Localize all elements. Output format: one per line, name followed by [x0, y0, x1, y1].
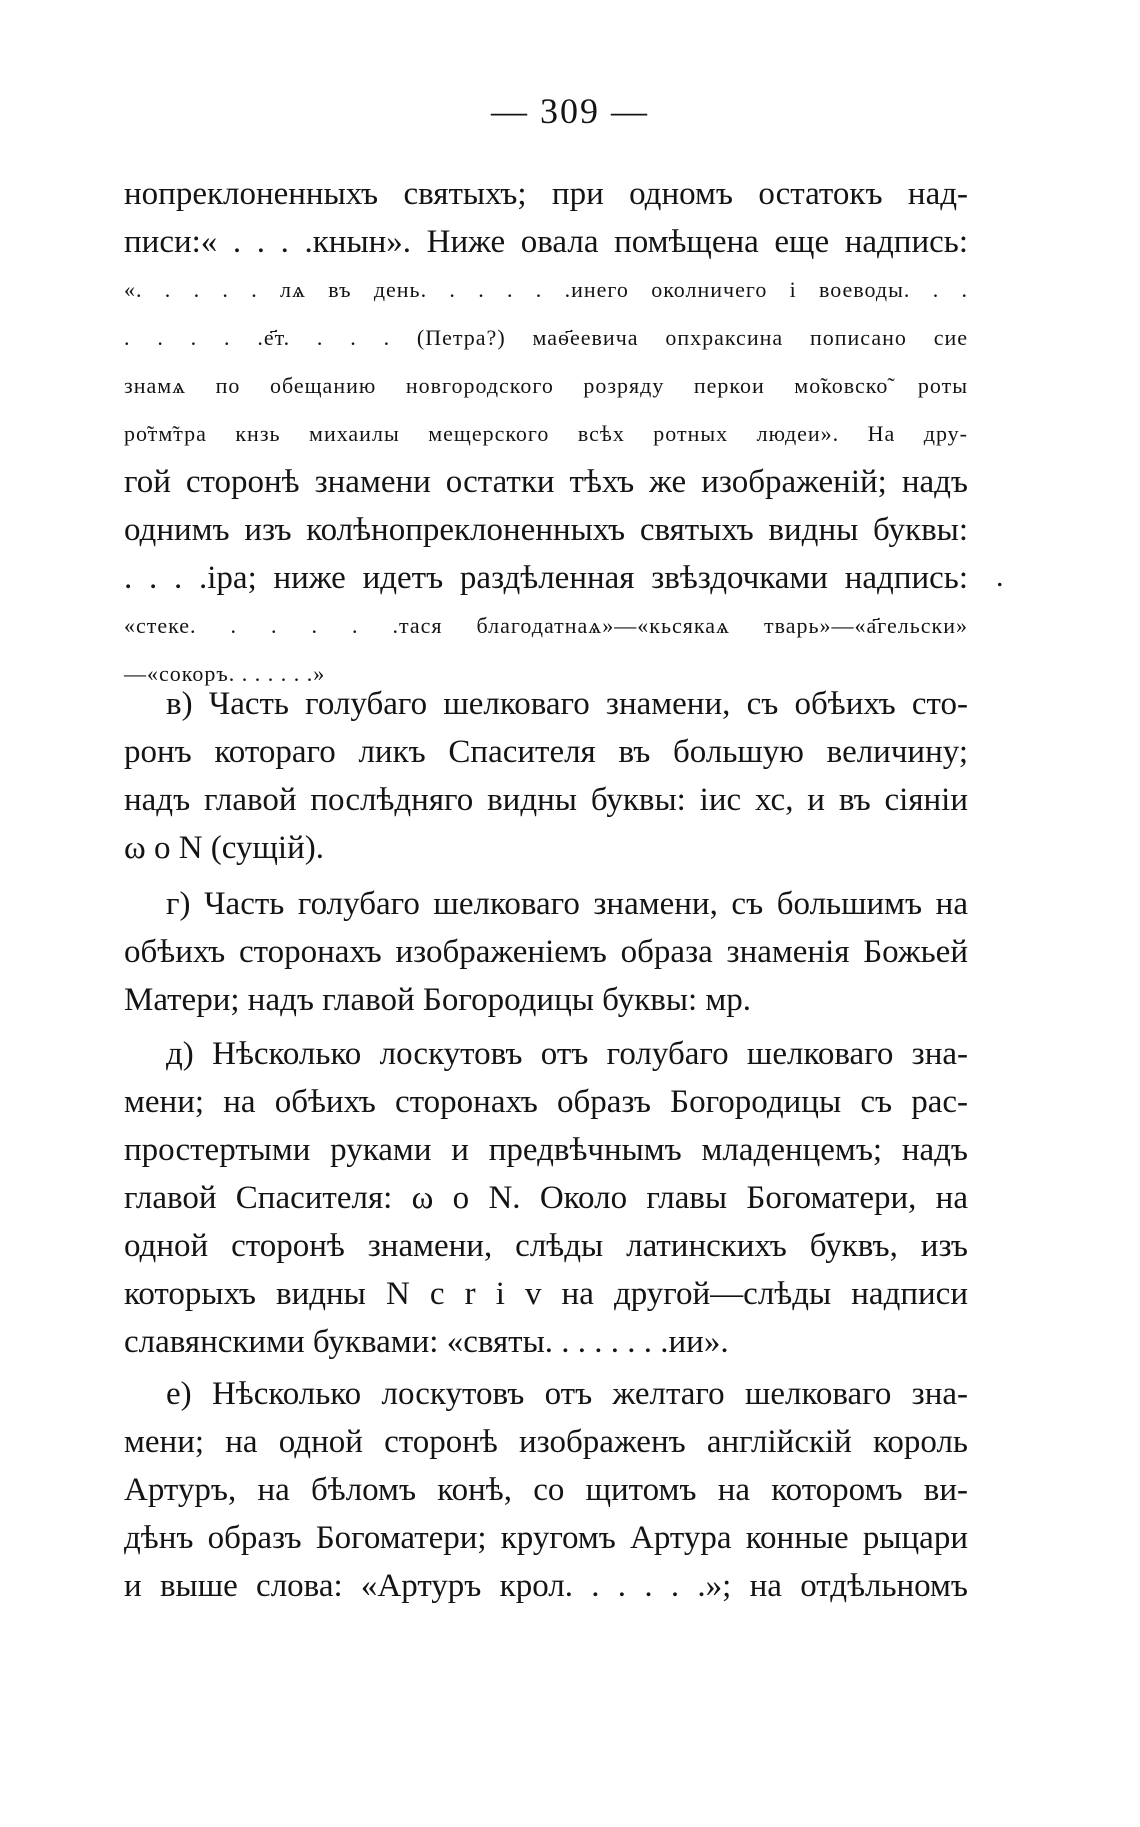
text-line: обѣихъ сторонахъ изображеніемъ образа знаменія Божьей — [124, 934, 968, 970]
paragraph-g — [124, 880, 968, 1024]
paragraph-d — [124, 1030, 968, 1366]
text-line: славянскими буквами: «святы. . . . . . . .ии». — [124, 1324, 729, 1360]
text-line: нопреклоненныхъ святыхъ; при одномъ остатокъ над- — [124, 176, 968, 212]
text-line: ω ο N (сущій). — [124, 830, 324, 866]
text-line: надъ главой послѣдняго видны буквы: іис хс, и въ сіяніи — [124, 782, 968, 818]
old-slavonic-line: знамѧ по обещанию новгородского розряду перкои мо̃ковско̃ роты — [124, 373, 968, 398]
old-slavonic-line: —«сокоръ. . . . . . .» — [124, 661, 326, 686]
text-line: простертыми руками и предвѣчнымъ младенцемъ; надъ — [124, 1132, 968, 1168]
text-line: которыхъ видны N c r i v на другой—слѣды надписи — [124, 1276, 968, 1312]
text-line: однимъ изъ колѣнопреклоненныхъ святыхъ видны буквы: — [124, 512, 968, 548]
old-slavonic-line: ро̃тм̃тра кнзь михаилы мещерского всѣх ротных людеи». На дру- — [124, 421, 968, 446]
text-line: главой Спасителя: ω ο N. Около главы Богоматери, на — [124, 1180, 968, 1216]
text-line: мени; на одной сторонѣ изображенъ англійскій король — [124, 1424, 968, 1460]
text-line: Артуръ, на бѣломъ конѣ, со щитомъ на которомъ ви- — [124, 1472, 968, 1508]
old-slavonic-line: . . . . .е҃т. . . . (Петра?) маѳ҃еевича опхраксина пописано сие — [124, 325, 968, 350]
text-line: Матери; надъ главой Богородицы буквы: мр. — [124, 982, 752, 1018]
text-line: г) Часть голубаго шелковаго знамени, съ большимъ на — [166, 886, 968, 922]
text-line: е) Нѣсколько лоскутовъ отъ желтаго шелковаго зна- — [166, 1376, 968, 1412]
text-line: ронъ котораго ликъ Спасителя въ большую величину; — [124, 734, 968, 770]
text-line: в) Часть голубаго шелковаго знамени, съ обѣихъ сто- — [166, 686, 968, 722]
page-number: — 309 — — [491, 91, 649, 131]
text-line: мени; на обѣихъ сторонахъ образъ Богородицы съ рас- — [124, 1084, 968, 1120]
old-slavonic-line: «. . . . . лѧ въ день. . . . . .инего околничего і воеводы. . . — [124, 277, 968, 302]
old-slavonic-line: «стеке. . . . . .тася благодатнаѧ»—«кьсякаѧ тварь»—«а҃гельски» — [124, 613, 968, 638]
text-line: . . . .іра; ниже идетъ раздѣленная звѣздочками надпись: — [124, 560, 968, 596]
text-line: дѣнъ образъ Богоматери; кругомъ Артура конные рыцари — [124, 1520, 968, 1556]
text-line: писи:« . . . .кнын». Ниже овала помѣщена еще надпись: — [124, 224, 968, 260]
stray-mark: . — [996, 560, 1004, 593]
text-line: д) Нѣсколько лоскутовъ отъ голубаго шелковаго зна- — [166, 1036, 968, 1072]
text-line: гой сторонѣ знамени остатки тѣхъ же изображеній; надъ — [124, 464, 968, 500]
paragraph-e — [124, 1370, 968, 1610]
text-line: и выше слова: «Артуръ крол. . . . . .»; на отдѣльномъ — [124, 1568, 968, 1604]
text-line: одной сторонѣ знамени, слѣды латинскихъ буквъ, изъ — [124, 1228, 968, 1264]
paragraph-v — [124, 680, 968, 872]
paragraph-continuation — [124, 170, 968, 698]
